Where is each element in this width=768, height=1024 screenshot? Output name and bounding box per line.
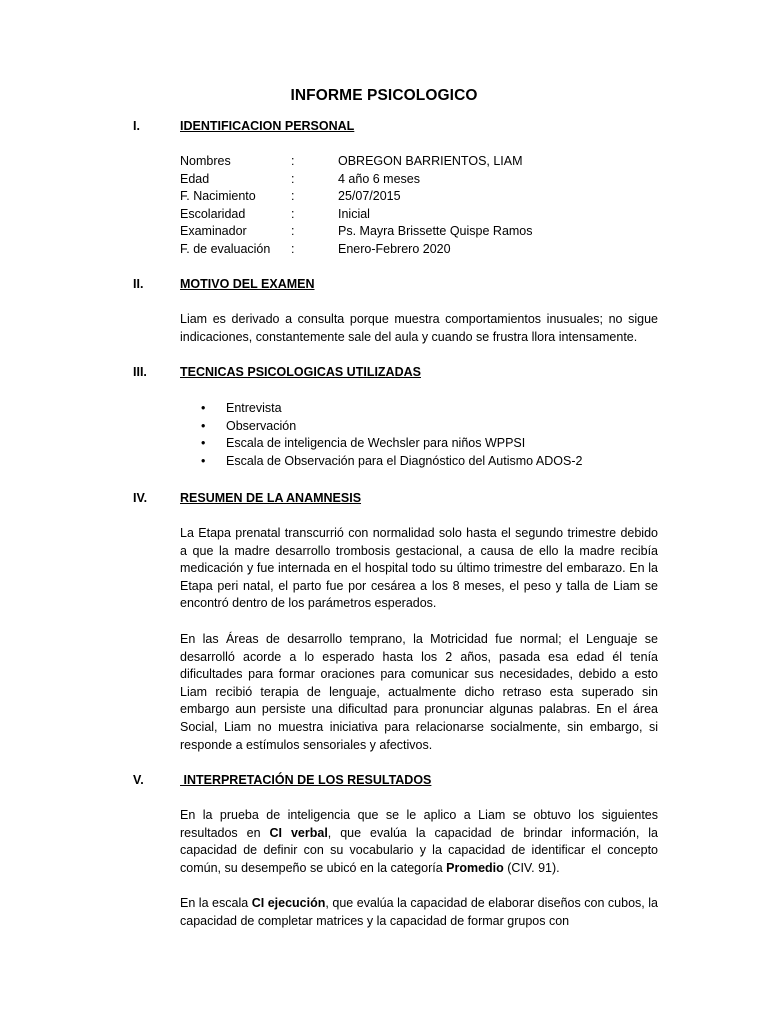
results-text: , que evalúa la capacidad de brindar información, la capacidad de definir con su vocabulario y la capacidad de identificar el concepto común, su desempeño se ubicó en la categoría [180,825,658,875]
id-separator: : [291,241,295,256]
id-value: 25/07/2015 [338,189,401,203]
section-number-5: V. [133,773,144,787]
section-title-interpretacion: INTERPRETACIÓN DE LOS RESULTADOS [180,773,432,787]
id-label: F. de evaluación [180,241,271,256]
results-text: , que evalúa la capacidad de elaborar diseños con cubos, la capacidad de completar matrices y la capacidad de formar grupos con [180,896,658,928]
section-number-3: III. [133,365,147,379]
results-paragraph-1 [180,807,658,877]
results-text: En la prueba de inteligencia que se le aplico a Liam se obtuvo los siguientes resultados en [180,808,658,840]
results-bold-term: Promedio [446,860,504,875]
id-separator: : [291,206,295,221]
motivo-paragraph: Liam es derivado a consulta porque muestra comportamientos inusuales; no sigue indicaciones, constantemente sale del aula y cuando se frustra llora intensamente. [180,312,658,344]
section-title-anamnesis: RESUMEN DE LA ANAMNESIS [180,491,362,505]
id-value: OBREGON BARRIENTOS, LIAM [338,154,523,168]
bullet-icon: • [201,401,206,415]
bullet-icon: • [201,418,206,433]
id-separator: : [291,224,295,238]
id-value: 4 año 6 meses [338,171,420,186]
id-label: Edad [180,171,210,186]
document-title: INFORME PSICOLOGICO [290,87,478,104]
technique-label: Entrevista [226,401,282,415]
anamnesis-paragraph-1: La Etapa prenatal transcurrió con normalidad solo hasta el segundo trimestre debido a que la madre desarrollo trombosis gestacional, a causa de ello la madre recibía medicación y fue internada en el hospital todo su último trimestre del embarazo. En la Etapa peri natal, el parto fue por cesárea a los 8 meses, el peso y talla de Liam se encontró dentro de los parámetros esperados. [180,526,658,611]
id-label: Nombres [180,154,231,168]
id-label: F. Nacimiento [180,189,256,203]
section-number-1: I. [133,119,140,133]
id-label: Examinador [180,224,247,238]
anamnesis-paragraph-2: En las Áreas de desarrollo temprano, la Motricidad fue normal; el Lenguaje se desarrolló acorde a lo esperado hasta los 2 años, pasada esa edad él tenía dificultades para formar oraciones para comunicar sus necesidades, debido a esto Liam recibió terapia de lenguaje, actualmente dicho retraso esta superado sin embargo aun persiste una dificultad para pronunciar algunas palabras. En el área Social, Liam no muestra iniciativa para relacionarse socialmente, sin embargo, si responde a estímulos sensoriales y afectivos. [180,632,658,752]
id-separator: : [291,171,295,186]
id-separator: : [291,189,295,203]
results-bold-term: CI ejecución [251,896,326,910]
section-title-motivo: MOTIVO DEL EXAMEN [180,277,315,291]
bullet-icon: • [201,436,206,451]
results-bold-term: CI verbal [269,825,328,840]
section-title-tecnicas: TECNICAS PSICOLOGICAS UTILIZADAS [180,365,421,379]
section-number-4: IV. [133,491,148,505]
id-label: Escolaridad [180,206,246,221]
technique-label: Escala de Observación para el Diagnóstico del Autismo ADOS-2 [226,453,583,468]
bullet-icon: • [201,453,206,468]
technique-label: Observación [226,418,297,433]
results-text: En la escala [180,896,252,910]
section-title-identificacion: IDENTIFICACION PERSONAL [180,119,355,133]
section-number-2: II. [133,277,144,291]
id-separator: : [291,154,295,168]
id-value: Inicial [338,206,370,221]
id-value: Enero-Febrero 2020 [338,241,451,256]
results-text: (CIV. 91). [503,860,560,875]
technique-label: Escala de inteligencia de Wechsler para niños WPPSI [226,436,526,451]
results-paragraph-2 [180,895,658,930]
id-value: Ps. Mayra Brissette Quispe Ramos [338,224,533,238]
